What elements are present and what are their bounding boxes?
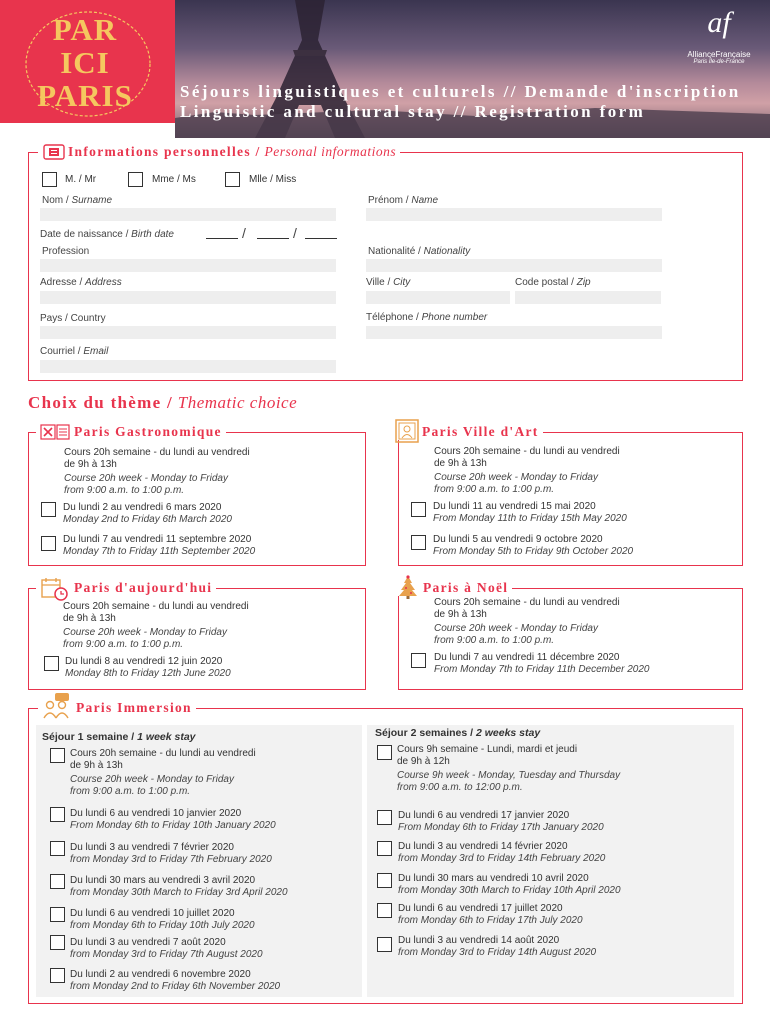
gastro-date-checkbox[interactable] xyxy=(41,536,56,551)
one-week-date-checkbox[interactable] xyxy=(50,841,65,856)
one-week-date-label: Du lundi 6 au vendredi 10 juillet 2020 from Monday 6th to Friday 10th July 2020 xyxy=(70,908,255,931)
birth-date-label: Date de naissance / Birth date xyxy=(40,229,174,240)
one-week-date-checkbox[interactable] xyxy=(50,907,65,922)
gastro-date-label: Du lundi 7 au vendredi 11 septembre 2020 Monday 7th to Friday 11th September 2020 xyxy=(63,534,256,557)
one-week-date-label: Du lundi 2 au vendredi 6 novembre 2020 from Monday 2nd to Friday 6th November 2020 xyxy=(70,969,281,992)
noel-heading xyxy=(393,580,512,596)
city-label: Ville / City xyxy=(366,277,411,288)
two-weeks-date-label: Du lundi 30 mars au vendredi 10 avril 2020 from Monday 30th March to Friday 10th April 2020 xyxy=(398,873,621,896)
gastro-title: Paris Gastronomique xyxy=(74,424,222,439)
af-mark: af xyxy=(707,6,731,39)
country-label: Pays / Country xyxy=(40,313,106,324)
art-date-label: Du lundi 11 au vendredi 15 mai 2020 From Monday 11th to Friday 15th May 2020 xyxy=(433,501,627,524)
phone-field[interactable] xyxy=(366,326,662,339)
kitchen-tools-icon xyxy=(40,424,74,440)
title-mr-checkbox[interactable] xyxy=(42,172,57,187)
noel-date-label: Du lundi 7 au vendredi 11 décembre 2020 From Monday 7th to Friday 11th December 2020 xyxy=(434,652,650,675)
noel-title: Paris à Noël xyxy=(423,580,509,595)
two-weeks-date-label: Du lundi 6 au vendredi 17 janvier 2020 From Monday 6th to Friday 17th January 2020 xyxy=(398,810,604,833)
today-title: Paris d'aujourd'hui xyxy=(74,580,213,595)
header-banner xyxy=(0,0,770,138)
birth-year-field[interactable] xyxy=(305,238,337,239)
surname-label: Nom / Surname xyxy=(42,195,113,206)
two-weeks-date-checkbox[interactable] xyxy=(377,903,392,918)
thematic-choice-title: Choix du thème / Thematic choice xyxy=(28,393,298,412)
people-chat-icon xyxy=(42,692,76,710)
personal-info-title-en: Personal informations xyxy=(260,144,397,159)
portrait-frame-icon xyxy=(394,418,422,436)
immersion-title: Paris Immersion xyxy=(76,700,192,715)
birth-day-field[interactable] xyxy=(206,238,238,239)
one-week-course-info: Cours 20h semaine - du lundi au vendredi de 9h à 13h Course 20h week - Monday to Friday from 9:00 a.m. to 1:00 p.m. xyxy=(70,748,256,797)
logo-line: PARIS xyxy=(37,78,133,113)
two-weeks-date-label: Du lundi 6 au vendredi 17 juillet 2020 from Monday 6th to Friday 17th July 2020 xyxy=(398,903,583,926)
noel-date-checkbox[interactable] xyxy=(411,653,426,668)
one-week-course-checkbox[interactable] xyxy=(50,748,65,763)
two-weeks-date-label: Du lundi 3 au vendredi 14 février 2020 from Monday 3rd to Friday 14th February 2020 xyxy=(398,841,606,864)
zip-field[interactable] xyxy=(515,291,661,304)
noel-course-info: Cours 20h semaine - du lundi au vendredi de 9h à 13h Course 20h week - Monday to Friday from 9:00 a.m. to 1:00 p.m. xyxy=(434,597,620,646)
nationality-field[interactable] xyxy=(366,259,662,272)
one-week-date-label: Du lundi 6 au vendredi 10 janvier 2020 From Monday 6th to Friday 10th January 2020 xyxy=(70,808,276,831)
two-weeks-course-info: Cours 9h semaine - Lundi, mardi et jeudi de 9h à 12h Course 9h week - Monday, Tuesday and Thursday from 9:00 a.m. to 12:00 p.m. xyxy=(397,744,621,793)
personal-info-heading xyxy=(38,144,400,160)
art-course-info: Cours 20h semaine - du lundi au vendredi de 9h à 13h Course 20h week - Monday to Friday from 9:00 a.m. to 1:00 p.m. xyxy=(434,446,620,495)
one-week-date-checkbox[interactable] xyxy=(50,807,65,822)
one-week-date-label: Du lundi 3 au vendredi 7 août 2020 from Monday 3rd to Friday 7th August 2020 xyxy=(70,937,263,960)
id-card-icon xyxy=(42,144,68,160)
two-weeks-title: Séjour 2 semaines / 2 weeks stay xyxy=(375,727,541,739)
two-weeks-date-checkbox[interactable] xyxy=(377,873,392,888)
today-heading xyxy=(36,580,216,596)
birth-date-separator: / xyxy=(242,225,246,241)
header-title xyxy=(180,82,741,122)
art-date-checkbox[interactable] xyxy=(411,502,426,517)
one-week-date-checkbox[interactable] xyxy=(50,874,65,889)
one-week-date-checkbox[interactable] xyxy=(50,935,65,950)
one-week-title: Séjour 1 semaine / 1 week stay xyxy=(42,731,196,743)
two-weeks-course-checkbox[interactable] xyxy=(377,745,392,760)
profession-field[interactable] xyxy=(40,259,336,272)
art-heading xyxy=(390,424,543,440)
gastro-date-checkbox[interactable] xyxy=(41,502,56,517)
two-weeks-date-label: Du lundi 3 au vendredi 14 août 2020 from Monday 3rd to Friday 14th August 2020 xyxy=(398,935,597,958)
header-title-fr: Séjours linguistiques et culturels // Demande d'inscription xyxy=(180,82,741,101)
name-label: Prénom / Name xyxy=(368,195,439,206)
christmas-tree-icon xyxy=(397,575,423,593)
one-week-date-label: Du lundi 3 au vendredi 7 février 2020 from Monday 3rd to Friday 7th February 2020 xyxy=(70,842,272,865)
one-week-date-checkbox[interactable] xyxy=(50,968,65,983)
email-field[interactable] xyxy=(40,360,336,373)
title-mlle-label: Mlle / Miss xyxy=(249,174,297,185)
profession-label: Profession xyxy=(42,246,90,257)
address-label: Adresse / Address xyxy=(40,277,122,288)
header-title-en: Linguistic and cultural stay // Registration form xyxy=(180,102,646,121)
map-outline-icon xyxy=(0,0,175,123)
par-ici-paris-logo xyxy=(0,0,175,123)
title-mlle-checkbox[interactable] xyxy=(225,172,240,187)
one-week-date-label: Du lundi 30 mars au vendredi 3 avril 2020 from Monday 30th March to Friday 3rd April 2020 xyxy=(70,875,288,898)
logo-line: PAR xyxy=(52,12,118,47)
two-weeks-date-checkbox[interactable] xyxy=(377,841,392,856)
calendar-clock-icon xyxy=(40,577,74,595)
birth-month-field[interactable] xyxy=(257,238,289,239)
title-mme-label: Mme / Ms xyxy=(152,174,196,185)
title-mme-checkbox[interactable] xyxy=(128,172,143,187)
logo-line: ICI xyxy=(60,45,110,80)
phone-label: Téléphone / Phone number xyxy=(366,312,488,323)
immersion-heading xyxy=(38,700,196,716)
alliance-francaise-logo xyxy=(674,8,764,66)
city-field[interactable] xyxy=(366,291,510,304)
title-mr-label: M. / Mr xyxy=(65,174,97,185)
today-date-checkbox[interactable] xyxy=(44,656,59,671)
art-date-label: Du lundi 5 au vendredi 9 octobre 2020 From Monday 5th to Friday 9th October 2020 xyxy=(433,534,634,557)
two-weeks-date-checkbox[interactable] xyxy=(377,937,392,952)
art-title: Paris Ville d'Art xyxy=(422,424,539,439)
address-field[interactable] xyxy=(40,291,336,304)
country-field[interactable] xyxy=(40,326,336,339)
birth-date-separator: / xyxy=(293,225,297,241)
zip-label: Code postal / Zip xyxy=(515,277,591,288)
surname-field[interactable] xyxy=(40,208,336,221)
gastro-course-info: Cours 20h semaine - du lundi au vendredi de 9h à 13h Course 20h week - Monday to Friday from 9:00 a.m. to 1:00 p.m. xyxy=(64,447,250,496)
art-date-checkbox[interactable] xyxy=(411,535,426,550)
af-name: AllianceFrançaise xyxy=(687,50,751,59)
name-field[interactable] xyxy=(366,208,662,221)
personal-info-title: Informations personnelles / xyxy=(68,144,261,159)
nationality-label: Nationalité / Nationality xyxy=(368,246,471,257)
email-label: Courriel / Email xyxy=(40,346,109,357)
today-date-label: Du lundi 8 au vendredi 12 juin 2020 Monday 8th to Friday 12th June 2020 xyxy=(65,656,231,679)
today-course-info: Cours 20h semaine - du lundi au vendredi de 9h à 13h Course 20h week - Monday to Friday from 9:00 a.m. to 1:00 p.m. xyxy=(63,601,249,650)
gastro-date-label: Du lundi 2 au vendredi 6 mars 2020 Monday 2nd to Friday 6th March 2020 xyxy=(63,502,232,525)
gastro-heading xyxy=(36,424,226,440)
two-weeks-date-checkbox[interactable] xyxy=(377,810,392,825)
af-subtitle: Paris Île-de-France xyxy=(693,59,745,65)
